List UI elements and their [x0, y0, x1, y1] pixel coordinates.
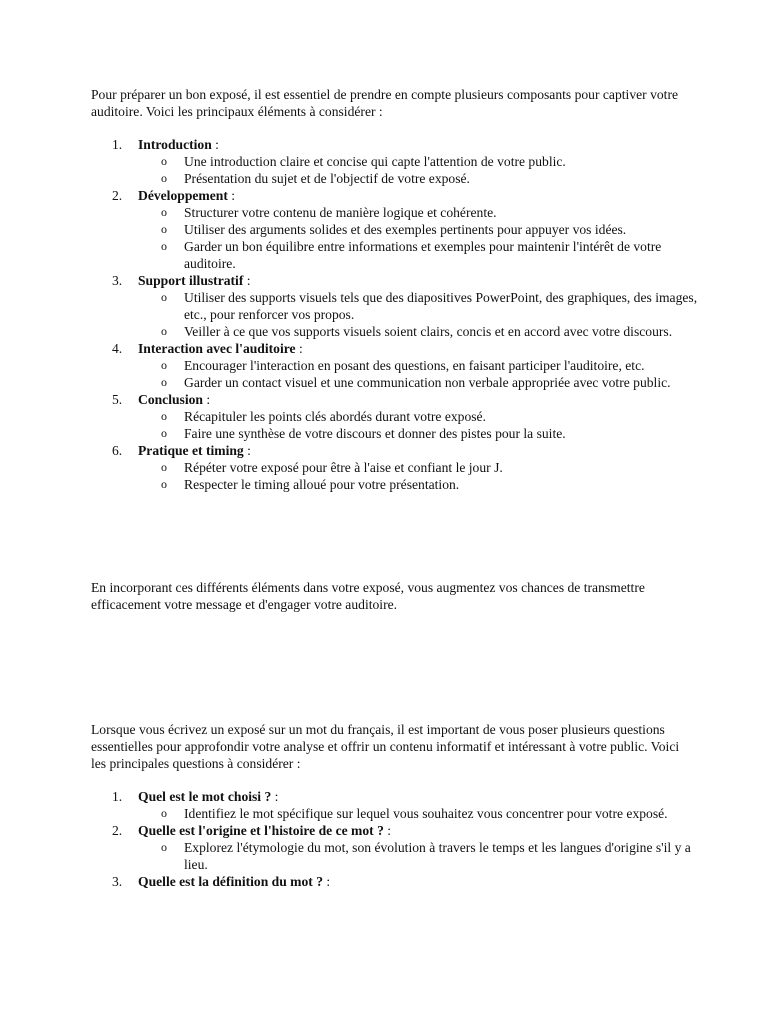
- sub-item-text: Utiliser des arguments solides et des exemples pertinents pour appuyer vos idées.: [184, 222, 627, 237]
- item-heading: Support illustratif: [138, 273, 244, 288]
- bullet-icon: o: [161, 324, 167, 338]
- bullet-icon: o: [161, 806, 167, 820]
- sub-item: [138, 221, 699, 238]
- bullet-icon: o: [161, 222, 167, 236]
- sub-item: [138, 204, 699, 221]
- item-heading: Quelle est la définition du mot ?: [138, 874, 324, 889]
- section1-conclusion: En incorporant ces différents éléments dans votre exposé, vous augmentez vos chances de transmettre efficacement votre message et d'engager votre auditoire.: [91, 580, 645, 612]
- sub-item: [138, 805, 699, 822]
- item-number: 6.: [112, 443, 123, 458]
- section2-list: [91, 788, 691, 890]
- sub-item-text: Respecter le timing alloué pour votre présentation.: [184, 477, 460, 492]
- bullet-icon: o: [161, 154, 167, 168]
- sub-item: [138, 323, 699, 340]
- item-heading: Quelle est l'origine et l'histoire de ce mot ?: [138, 823, 384, 838]
- sub-list: [138, 204, 691, 272]
- item-number: 4.: [112, 341, 123, 356]
- bullet-icon: o: [161, 358, 167, 372]
- sub-item-text: Structurer votre contenu de manière logique et cohérente.: [184, 205, 497, 220]
- item-heading-suffix: :: [295, 341, 303, 356]
- sub-item: [138, 476, 699, 493]
- item-heading: Interaction avec l'auditoire: [138, 341, 296, 356]
- bullet-icon: o: [161, 290, 167, 304]
- sub-list: [138, 459, 691, 493]
- list-item: [91, 822, 691, 873]
- item-number: 2.: [112, 188, 123, 203]
- bullet-icon: o: [161, 840, 167, 854]
- list-item: [91, 788, 691, 822]
- sub-item-text: Garder un contact visuel et une communication non verbale appropriée avec votre public.: [184, 375, 671, 390]
- sub-item-text: Veiller à ce que vos supports visuels soient clairs, concis et en accord avec votre discours.: [184, 324, 673, 339]
- bullet-icon: o: [161, 205, 167, 219]
- item-heading: Pratique et timing: [138, 443, 244, 458]
- item-number: 1.: [112, 789, 123, 804]
- section1-intro: Pour préparer un bon exposé, il est essentiel de prendre en compte plusieurs composants pour captiver votre auditoire. Voici les principaux éléments à considérer :: [91, 87, 679, 119]
- item-number: 3.: [112, 273, 123, 288]
- item-heading-suffix: :: [202, 392, 211, 407]
- list-item: [91, 136, 691, 187]
- sub-item-text: Explorez l'étymologie du mot, son évolution à travers le temps et les langues d'origine s'il y a lieu.: [184, 840, 691, 872]
- list-item: [91, 272, 698, 340]
- sub-item-text: Répéter votre exposé pour être à l'aise et confiant le jour J.: [184, 460, 503, 475]
- section2-intro: Lorsque vous écrivez un exposé sur un mot du français, il est important de vous poser plusieurs questions essentielles pour approfondir votre analyse et offrir un contenu informatif et intéressant à votre public. Voici les principales questions à considérer :: [91, 722, 680, 771]
- sub-item: [138, 459, 699, 476]
- sub-item: [138, 374, 699, 391]
- sub-item: [138, 408, 699, 425]
- item-number: 1.: [112, 137, 123, 152]
- bullet-icon: o: [161, 409, 167, 423]
- item-heading-suffix: :: [323, 874, 331, 889]
- item-heading-suffix: :: [243, 443, 251, 458]
- sub-item-text: Présentation du sujet et de l'objectif de votre exposé.: [184, 171, 470, 186]
- item-heading: Conclusion: [138, 392, 203, 407]
- bullet-icon: o: [161, 239, 167, 253]
- sub-item-text: Utiliser des supports visuels tels que des diapositives PowerPoint, des graphiques, des images, etc., pour renforcer vos propos.: [184, 290, 698, 322]
- bullet-icon: o: [161, 426, 167, 440]
- sub-item: [138, 839, 699, 873]
- list-item: [91, 187, 691, 272]
- item-heading-suffix: :: [227, 188, 236, 203]
- item-heading: Développement: [138, 188, 228, 203]
- sub-list: [138, 357, 691, 391]
- list-item: [91, 442, 691, 493]
- sub-item-text: Faire une synthèse de votre discours et donner des pistes pour la suite.: [184, 426, 566, 441]
- sub-item: [138, 289, 699, 323]
- sub-list: [138, 289, 698, 340]
- item-heading-suffix: :: [383, 823, 392, 838]
- item-heading: Introduction: [138, 137, 212, 152]
- item-heading-suffix: :: [211, 137, 219, 152]
- item-number: 3.: [112, 874, 123, 889]
- sub-item: [138, 357, 699, 374]
- sub-item-text: Récapituler les points clés abordés durant votre exposé.: [184, 409, 486, 424]
- sub-item-text: Une introduction claire et concise qui capte l'attention de votre public.: [184, 154, 566, 169]
- item-number: 5.: [112, 392, 123, 407]
- list-item: [91, 340, 691, 391]
- sub-item-text: Identifiez le mot spécifique sur lequel vous souhaitez vous concentrer pour votre exposé.: [184, 806, 668, 821]
- sub-item: [138, 170, 699, 187]
- list-item: [91, 391, 691, 442]
- section1-list: [91, 136, 698, 493]
- sub-list: [138, 839, 691, 873]
- sub-list: [138, 153, 691, 187]
- bullet-icon: o: [161, 477, 167, 491]
- item-heading-suffix: :: [243, 273, 251, 288]
- bullet-icon: o: [161, 460, 167, 474]
- list-item: [91, 873, 691, 890]
- sub-item: [138, 425, 699, 442]
- sub-list: [138, 408, 691, 442]
- sub-item-text: Encourager l'interaction en posant des questions, en faisant participer l'auditoire, etc.: [184, 358, 645, 373]
- item-number: 2.: [112, 823, 123, 838]
- sub-list: [138, 805, 691, 822]
- item-heading-suffix: :: [271, 789, 279, 804]
- sub-item: [138, 238, 699, 272]
- bullet-icon: o: [161, 375, 167, 389]
- sub-item-text: Garder un bon équilibre entre informations et exemples pour maintenir l'intérêt de votre auditoire.: [184, 239, 662, 271]
- bullet-icon: o: [161, 171, 167, 185]
- item-heading: Quel est le mot choisi ?: [138, 789, 272, 804]
- sub-item: [138, 153, 699, 170]
